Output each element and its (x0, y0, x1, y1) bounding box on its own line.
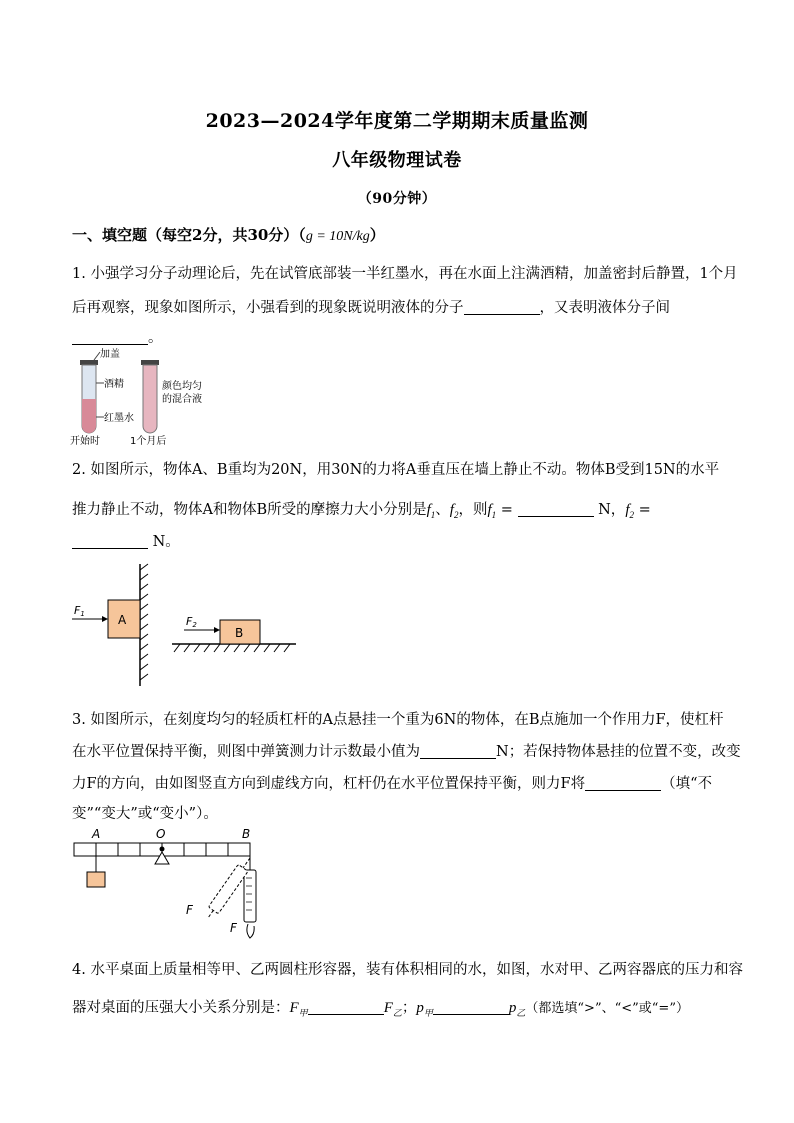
q2-line-2 (72, 498, 651, 520)
q4-semi: ； (401, 1000, 417, 1016)
q2-unit-2: N。 (148, 534, 180, 550)
label-ink: 红墨水 (104, 413, 134, 424)
g-constant: g = 10N/kg (305, 229, 370, 244)
arrowhead-f1 (102, 616, 108, 622)
q3-text-c: 力F的方向，由如图竖直方向到虚线方向，杠杆仍在水平位置保持平衡，则力F将 (72, 776, 586, 792)
q3-line-1: 3. 如图所示，在刻度均匀的轻质杠杆的A点悬挂一个重为6N的物体，在B点施加一个作用力F，使杠杆 (72, 712, 724, 728)
label-force-vertical: F (230, 921, 237, 935)
p-yi-symbol: $p_乙$ (508, 1000, 526, 1018)
label-force-slanted: F (186, 903, 193, 917)
q4-text-a: 器对桌面的压强大小关系分别是： (72, 1000, 290, 1016)
floor-hatch (174, 644, 290, 652)
q4-tail: （都选填“>”、“<”或“=”） (525, 1001, 689, 1016)
q1-blank-1[interactable] (464, 299, 540, 315)
q1-text-a: 后再观察，现象如图所示，小强看到的现象既说明液体的分子 (72, 300, 464, 316)
f2-symbol: $f_2$ (449, 502, 459, 520)
label-after: 1个月后 (130, 436, 167, 447)
q3-blank-2[interactable] (585, 775, 661, 791)
q3-text-d: （填“不 (661, 776, 713, 792)
label-start: 开始时 (70, 436, 100, 447)
q2-text-a: 推力静止不动，物体A和物体B所受的摩擦力大小分别是 (72, 502, 427, 518)
q3-text-a: 在水平位置保持平衡，则图中弹簧测力计示数最小值为 (72, 744, 420, 760)
label-block-b: B (235, 626, 244, 640)
hand-icon (247, 924, 254, 938)
q1-blank-2[interactable] (72, 329, 148, 345)
exam-duration: （90分钟） (357, 191, 437, 207)
q3-line-4: 变”“变大”或“变小”）。 (72, 806, 218, 822)
q2-line-3 (72, 530, 180, 551)
exam-subtitle: 八年级物理试卷 (332, 150, 462, 171)
q3-figure-lever (68, 824, 268, 946)
q1-line-2 (72, 296, 670, 317)
arrowhead-f2 (214, 627, 220, 633)
f1-symbol-eq: $f_1$ (487, 502, 497, 520)
label-mix-1: 颜色均匀 (162, 381, 202, 392)
q2-line-1: 2. 如图所示，物体A、B重均为20N，用30N的力将A垂直压在墙上静止不动。物体B受到15N的水平 (72, 462, 720, 478)
exam-title: 2023—2024学年度第二学期期末质量监测 (205, 110, 589, 132)
tube1-ink (82, 399, 96, 433)
q3-line-3 (72, 772, 712, 793)
q2-eq-1: = (496, 502, 518, 518)
label-f2: F2 (186, 615, 197, 629)
q2-blank-2[interactable] (72, 533, 148, 549)
q1-line-1: 1. 小强学习分子动理论后，先在试管底部装一半红墨水，再在水面上注满酒精，加盖密封后静置，1个月 (72, 266, 738, 282)
f1-symbol: $f_1$ (426, 502, 436, 520)
section-heading-close: ） (369, 226, 385, 244)
section-heading-text: 一、填空题（每空2分，共30分）（ (72, 226, 306, 244)
section-heading (72, 224, 385, 245)
label-f1: F1 (74, 604, 85, 618)
label-lid: 加盖 (100, 349, 120, 360)
q4-blank-2[interactable] (433, 999, 509, 1015)
f2-symbol-eq: $f_2$ (625, 502, 634, 520)
q3-line-2 (72, 740, 741, 761)
q2-unit-1: N， (593, 502, 626, 518)
q4-blank-1[interactable] (308, 999, 384, 1015)
label-point-a: A (92, 827, 101, 841)
q3-blank-1[interactable] (420, 743, 496, 759)
q2-then: ，则 (458, 502, 488, 518)
label-point-b: B (242, 827, 251, 841)
tube2-cap (141, 360, 159, 365)
f-yi-symbol: $F_乙$ (383, 1000, 402, 1018)
q4-line-1: 4. 水平桌面上质量相等甲、乙两圆柱形容器，装有体积相同的水，如图，水对甲、乙两容器底的压力和容 (72, 962, 743, 978)
hanging-weight (87, 872, 105, 887)
f-jia-symbol: $F_甲$ (289, 1000, 308, 1018)
tube1-cap (80, 360, 98, 365)
q3-text-b: N；若保持物体悬挂的位置不变，改变 (496, 744, 741, 760)
q4-line-2 (72, 996, 689, 1019)
tube2-body-mixed (143, 365, 157, 433)
label-mix-2: 的混合液 (162, 394, 202, 405)
q2-eq-2: = (633, 502, 651, 518)
wall-hatch (140, 564, 148, 680)
p-jia-symbol: $p_甲$ (416, 1000, 433, 1018)
q1-text-b: ，又表明液体分子间 (539, 300, 670, 316)
q2-figure-wall-and-floor (68, 560, 300, 692)
q1-figure-test-tubes (68, 344, 228, 448)
q1-text-c: 。 (148, 330, 163, 346)
label-point-o: O (156, 827, 166, 841)
q2-blank-1[interactable] (518, 501, 594, 517)
label-alcohol: 酒精 (104, 379, 124, 390)
pivot (160, 847, 165, 852)
q2-sep: 、 (435, 502, 450, 518)
label-block-a: A (118, 613, 127, 627)
